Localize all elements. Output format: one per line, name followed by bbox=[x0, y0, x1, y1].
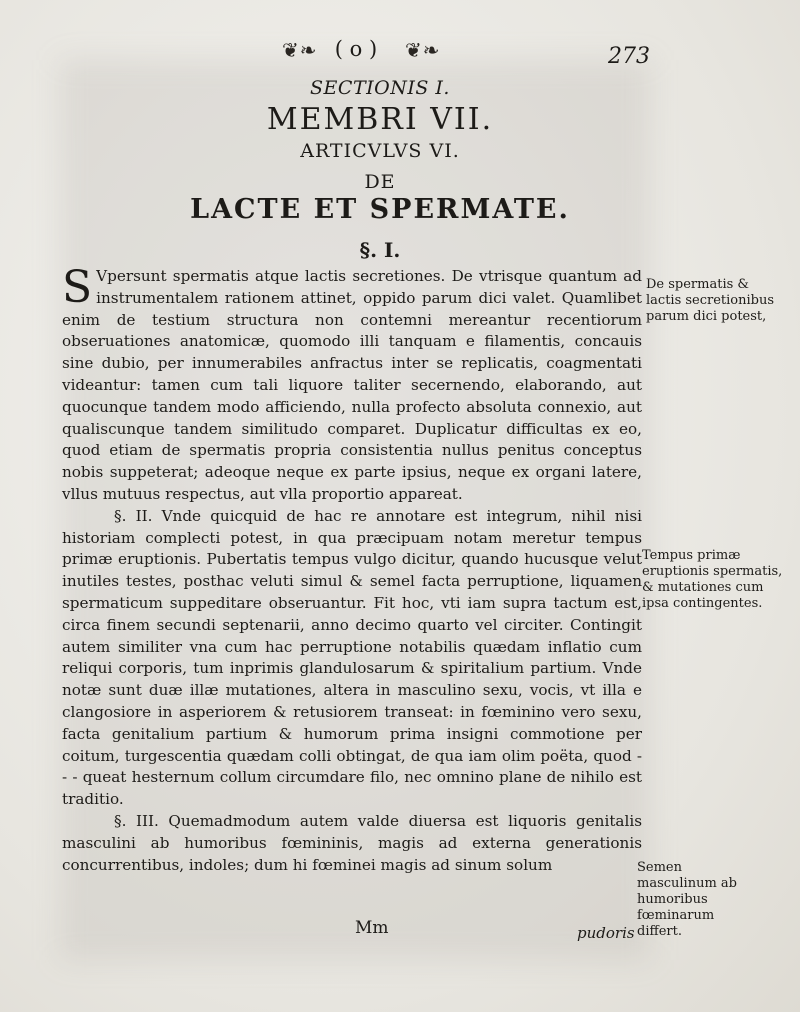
margin-note-1: De spermatis & lactis secretionibus parum dici potest, bbox=[646, 277, 775, 324]
paragraph-3: §. III. Quemadmodum autem valde diuersa est liquoris genitalis masculini ab humoribus fœmininis, magis ad externa generationis concurrentibus, indoles; dum hi fœminei magis ad sinum solum bbox=[62, 811, 642, 874]
signature-mark: Mm bbox=[355, 918, 389, 938]
paragraph-2: §. II. Vnde quicquid de hac re annotare est integrum, nihil nisi historiam complecti potest, in qua præcipuam notam meretur tempus primæ eruptionis. Pubertatis tempus vulgo dicitur, quando hucusque velut inutiles testes, posthac veluti simul & semel facta perruptione, liquamen spermaticum suppeditare obseruantur. Fit hoc, vti iam supra tactum est, circa finem secundi septenarii, anno decimo quarto vel circiter. Contingit autem similiter vna cum hac perruptione notabilis quædam inflatio cum reliqui corporis, tum inprimis glandulosarum & spiritalium partium. Vnde notæ sunt duæ illæ mutationes, altera in masculino sexu, vocis, vt illa e clangosiore in asperiorem & retusiorem transeat: in fœminino vero sexu, facta genitalium partium & humorum prima insigni commotione per coitum, turgescentia quædam colli obtingat, de qua iam olim poëta, quod - - - queat hesternum collum circumdare filo, nec omnino plane de nihilo est traditio. bbox=[62, 506, 642, 809]
paragraph-1: SVpersunt spermatis atque lactis secretiones. De vtrisque quantum ad instrumentalem rationem attinet, oppido parum dici valet. Quamlibet enim de testium structura non contemni mereantur recentiorum obseruationes anatomicæ, quomodo illi tanquam e filamentis, concauis sine dubio, per innumerabiles anfractus inter se replicatis, coagmentati videantur: tamen cum tali liquore taliter secernendo, elaborando, aut quocunque tandem modo afficiendo, nulla profecto absoluta connexio, aut qualiscunque tandem similitudo comparet. Duplicatur difficultas ex eo, quod etiam de spermatis propria consistentia nullus penitus conceptus nobis suppeterat; adeoque neque ex parte ipsius, neque ex organi latere, vllus mutuus respectus, aut vlla proportio appareat. bbox=[62, 262, 642, 503]
title-preposition: DE bbox=[364, 171, 396, 193]
body-text bbox=[62, 262, 642, 876]
page-number: 273 bbox=[608, 44, 650, 69]
margin-note-2: Tempus primæ eruptionis spermatis, & mutationes cum ipsa contingentes. bbox=[642, 548, 783, 611]
margin-note-3: Semen masculinum ab humoribus fœminarum differt. bbox=[637, 860, 737, 939]
catchword: pudoris bbox=[577, 924, 635, 942]
header-center-mark: ( o ) bbox=[334, 37, 378, 61]
header-ornament-left: ❦❧ bbox=[282, 38, 318, 62]
section-heading: SECTIONIS I. bbox=[310, 77, 450, 99]
page-title: LACTE ET SPERMATE. bbox=[190, 194, 570, 225]
article-heading: ARTICVLVS VI. bbox=[300, 140, 460, 162]
header-ornament-right: ❦❧ bbox=[405, 38, 441, 62]
member-heading: MEMBRI VII. bbox=[266, 102, 494, 137]
section-mark: §. I. bbox=[359, 238, 401, 262]
